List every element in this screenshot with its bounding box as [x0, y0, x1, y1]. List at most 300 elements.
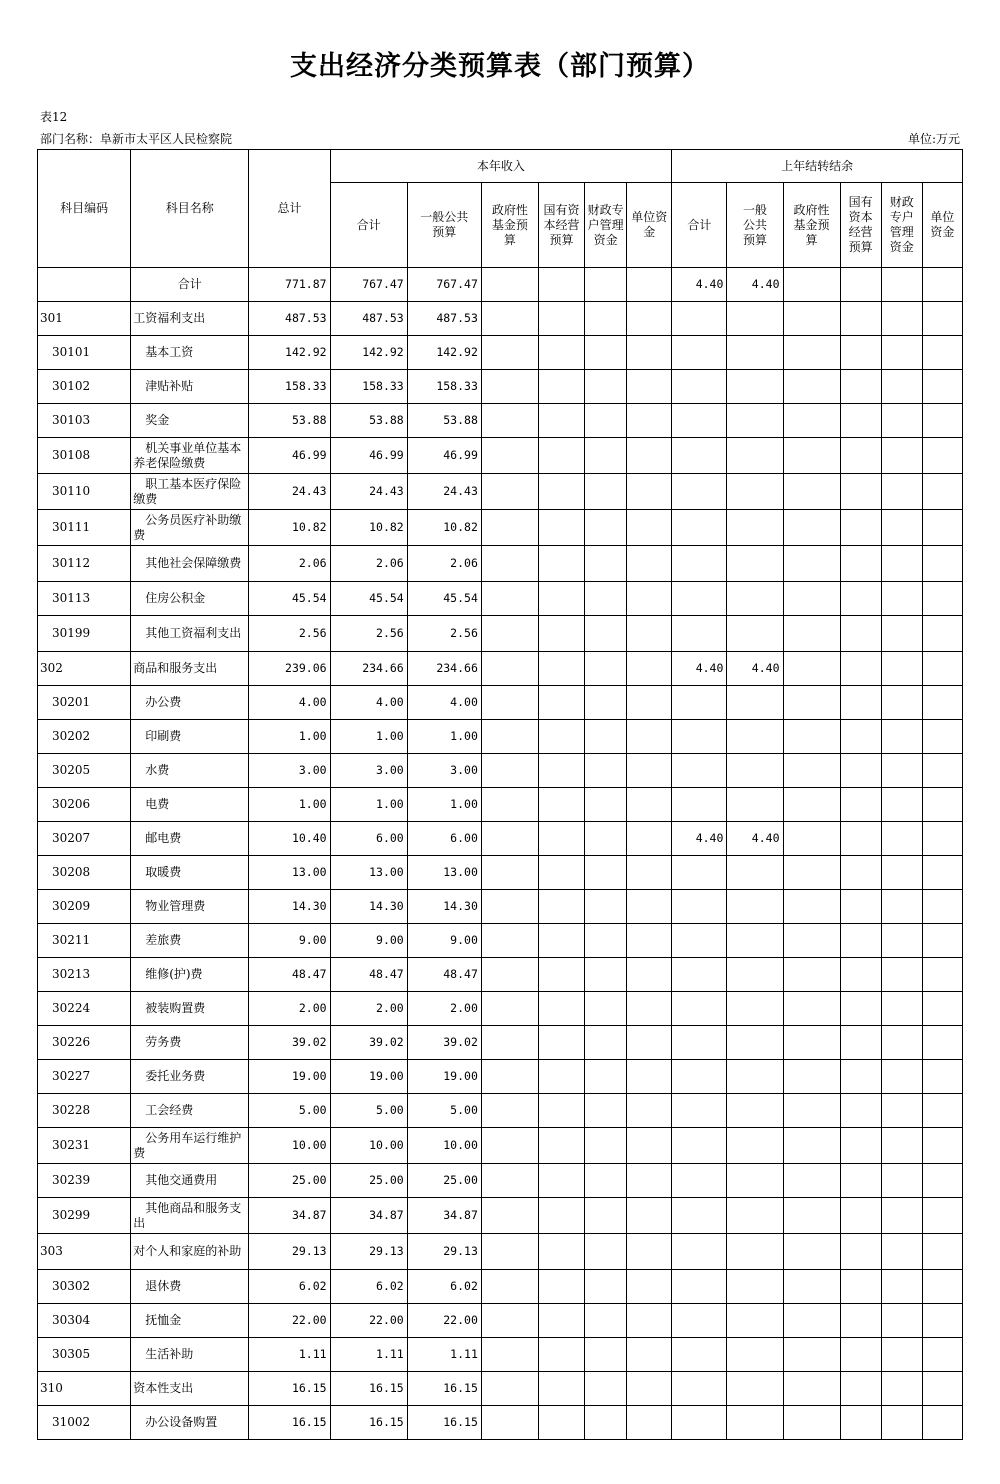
cell-prev-general	[727, 720, 783, 754]
cell-cur-sum: 142.92	[330, 336, 407, 370]
cell-total: 487.53	[249, 302, 330, 336]
cell-prev-fund	[783, 788, 840, 822]
cell-cur-general: 2.06	[407, 546, 481, 582]
cell-code: 31002	[38, 1406, 131, 1440]
cell-prev-fund	[783, 582, 840, 616]
cell-prev-sum	[672, 336, 727, 370]
cell-name: 工资福利支出	[131, 302, 249, 336]
table-row	[38, 336, 963, 370]
cell-prev-general	[727, 686, 783, 720]
cell-cur-unit	[627, 510, 672, 546]
cell-prev-special	[881, 404, 922, 438]
cell-cur-special	[585, 1338, 627, 1372]
cell-prev-fund	[783, 1128, 840, 1164]
cell-total: 25.00	[249, 1164, 330, 1198]
cell-prev-unit	[922, 1338, 962, 1372]
cell-cur-sum: 1.00	[330, 720, 407, 754]
department-name: 部门名称：阜新市太平区人民检察院	[40, 132, 233, 146]
cell-prev-state-capital	[840, 720, 881, 754]
cell-cur-fund	[481, 268, 538, 302]
cell-cur-special	[585, 370, 627, 404]
cell-code: 30304	[38, 1304, 131, 1338]
cell-code: 30226	[38, 1026, 131, 1060]
cell-prev-fund	[783, 958, 840, 992]
cell-prev-fund	[783, 1026, 840, 1060]
cell-cur-state-capital	[538, 1094, 584, 1128]
cell-cur-special	[585, 1304, 627, 1338]
cell-cur-special	[585, 754, 627, 788]
cell-prev-sum	[672, 616, 727, 652]
cell-prev-unit	[922, 1270, 962, 1304]
cell-code: 30227	[38, 1060, 131, 1094]
cell-cur-general: 34.87	[407, 1198, 481, 1234]
cell-cur-sum: 158.33	[330, 370, 407, 404]
cell-name: 工会经费	[131, 1094, 249, 1128]
cell-total: 3.00	[249, 754, 330, 788]
cell-prev-state-capital	[840, 404, 881, 438]
cell-total: 45.54	[249, 582, 330, 616]
cell-cur-unit	[627, 686, 672, 720]
budget-table	[37, 149, 963, 1440]
cell-cur-fund	[481, 958, 538, 992]
cell-cur-fund	[481, 992, 538, 1026]
cell-prev-sum	[672, 1164, 727, 1198]
cell-prev-unit	[922, 788, 962, 822]
table-row	[38, 958, 963, 992]
cell-prev-special	[881, 336, 922, 370]
cell-cur-unit	[627, 754, 672, 788]
cell-prev-state-capital	[840, 1026, 881, 1060]
cell-cur-special	[585, 890, 627, 924]
cell-cur-special	[585, 474, 627, 510]
cell-code: 30110	[38, 474, 131, 510]
cell-prev-unit	[922, 890, 962, 924]
cell-code: 30208	[38, 856, 131, 890]
cell-prev-unit	[922, 1198, 962, 1234]
cell-prev-fund	[783, 1304, 840, 1338]
cell-cur-general: 1.00	[407, 720, 481, 754]
cell-total: 16.15	[249, 1406, 330, 1440]
cell-cur-unit	[627, 1406, 672, 1440]
cell-name: 委托业务费	[131, 1060, 249, 1094]
table-row	[38, 1270, 963, 1304]
header-cur-special: 财政专户管理资金	[585, 183, 627, 268]
cell-code: 310	[38, 1372, 131, 1406]
cell-total: 10.82	[249, 510, 330, 546]
header-cur-state-capital: 国有资本经营预算	[538, 183, 584, 268]
cell-cur-state-capital	[538, 1372, 584, 1406]
cell-cur-general: 2.56	[407, 616, 481, 652]
cell-cur-unit	[627, 924, 672, 958]
cell-cur-special	[585, 720, 627, 754]
cell-cur-general: 1.00	[407, 788, 481, 822]
cell-prev-special	[881, 616, 922, 652]
cell-prev-unit	[922, 1164, 962, 1198]
cell-prev-sum	[672, 474, 727, 510]
cell-total: 771.87	[249, 268, 330, 302]
cell-cur-unit	[627, 1164, 672, 1198]
cell-cur-unit	[627, 1372, 672, 1406]
cell-total: 6.02	[249, 1270, 330, 1304]
cell-code: 30207	[38, 822, 131, 856]
cell-prev-general	[727, 1338, 783, 1372]
cell-cur-fund	[481, 754, 538, 788]
cell-total: 22.00	[249, 1304, 330, 1338]
cell-prev-sum	[672, 1026, 727, 1060]
cell-prev-fund	[783, 616, 840, 652]
cell-total: 2.00	[249, 992, 330, 1026]
cell-total: 24.43	[249, 474, 330, 510]
cell-total: 2.06	[249, 546, 330, 582]
cell-prev-sum: 4.40	[672, 822, 727, 856]
table-row	[38, 510, 963, 546]
cell-name: 基本工资	[131, 336, 249, 370]
cell-cur-special	[585, 268, 627, 302]
cell-prev-fund	[783, 268, 840, 302]
cell-cur-sum: 2.56	[330, 616, 407, 652]
cell-prev-unit	[922, 268, 962, 302]
cell-prev-state-capital	[840, 1198, 881, 1234]
cell-cur-special	[585, 992, 627, 1026]
table-row	[38, 1406, 963, 1440]
cell-cur-sum: 234.66	[330, 652, 407, 686]
cell-name: 其他社会保障缴费	[131, 546, 249, 582]
cell-prev-general	[727, 1094, 783, 1128]
cell-code: 30199	[38, 616, 131, 652]
cell-prev-special	[881, 924, 922, 958]
cell-prev-state-capital	[840, 268, 881, 302]
cell-prev-unit	[922, 1060, 962, 1094]
cell-cur-unit	[627, 268, 672, 302]
cell-code: 30102	[38, 370, 131, 404]
cell-cur-fund	[481, 546, 538, 582]
header-prev-sum: 合计	[672, 183, 727, 268]
cell-total: 46.99	[249, 438, 330, 474]
cell-cur-fund	[481, 788, 538, 822]
cell-name: 物业管理费	[131, 890, 249, 924]
cell-prev-general	[727, 336, 783, 370]
cell-cur-state-capital	[538, 510, 584, 546]
cell-prev-state-capital	[840, 582, 881, 616]
cell-code: 30213	[38, 958, 131, 992]
table-row	[38, 652, 963, 686]
cell-cur-general: 767.47	[407, 268, 481, 302]
cell-prev-unit	[922, 1094, 962, 1128]
cell-prev-unit	[922, 958, 962, 992]
cell-cur-unit	[627, 438, 672, 474]
cell-prev-general	[727, 1234, 783, 1270]
cell-prev-special	[881, 1198, 922, 1234]
cell-cur-general: 158.33	[407, 370, 481, 404]
cell-cur-unit	[627, 582, 672, 616]
cell-prev-unit	[922, 370, 962, 404]
cell-cur-special	[585, 336, 627, 370]
cell-cur-fund	[481, 1128, 538, 1164]
cell-cur-state-capital	[538, 1128, 584, 1164]
cell-total: 19.00	[249, 1060, 330, 1094]
header-cur-general: 一般公共预算	[407, 183, 481, 268]
cell-cur-unit	[627, 992, 672, 1026]
cell-cur-sum: 767.47	[330, 268, 407, 302]
cell-code: 30201	[38, 686, 131, 720]
cell-cur-sum: 34.87	[330, 1198, 407, 1234]
table-row	[38, 1372, 963, 1406]
cell-prev-unit	[922, 438, 962, 474]
cell-prev-special	[881, 1372, 922, 1406]
cell-cur-fund	[481, 404, 538, 438]
table-row	[38, 822, 963, 856]
cell-total: 53.88	[249, 404, 330, 438]
cell-code: 30224	[38, 992, 131, 1026]
cell-cur-fund	[481, 686, 538, 720]
cell-prev-special	[881, 546, 922, 582]
cell-total: 48.47	[249, 958, 330, 992]
cell-total: 10.40	[249, 822, 330, 856]
cell-total: 39.02	[249, 1026, 330, 1060]
cell-prev-general	[727, 474, 783, 510]
cell-cur-fund	[481, 1094, 538, 1128]
cell-prev-unit	[922, 302, 962, 336]
cell-code: 30206	[38, 788, 131, 822]
cell-prev-unit	[922, 856, 962, 890]
cell-prev-state-capital	[840, 958, 881, 992]
cell-cur-state-capital	[538, 720, 584, 754]
cell-prev-state-capital	[840, 546, 881, 582]
cell-prev-special	[881, 890, 922, 924]
cell-prev-fund	[783, 924, 840, 958]
cell-prev-fund	[783, 890, 840, 924]
cell-cur-fund	[481, 652, 538, 686]
cell-cur-general: 1.11	[407, 1338, 481, 1372]
table-row	[38, 1304, 963, 1338]
cell-cur-sum: 25.00	[330, 1164, 407, 1198]
cell-prev-unit	[922, 1128, 962, 1164]
cell-prev-special	[881, 856, 922, 890]
cell-cur-general: 10.82	[407, 510, 481, 546]
cell-prev-special	[881, 1304, 922, 1338]
cell-cur-fund	[481, 1060, 538, 1094]
cell-total: 14.30	[249, 890, 330, 924]
cell-cur-general: 14.30	[407, 890, 481, 924]
cell-prev-fund	[783, 302, 840, 336]
cell-cur-general: 16.15	[407, 1372, 481, 1406]
cell-cur-fund	[481, 1270, 538, 1304]
header-prev-unit: 单位资金	[922, 183, 962, 268]
cell-prev-state-capital	[840, 1406, 881, 1440]
cell-cur-special	[585, 438, 627, 474]
cell-name: 被装购置费	[131, 992, 249, 1026]
cell-cur-fund	[481, 474, 538, 510]
cell-name: 商品和服务支出	[131, 652, 249, 686]
cell-cur-sum: 10.00	[330, 1128, 407, 1164]
cell-name: 资本性支出	[131, 1372, 249, 1406]
cell-prev-sum	[672, 1372, 727, 1406]
cell-code: 30211	[38, 924, 131, 958]
cell-cur-unit	[627, 1234, 672, 1270]
cell-cur-unit	[627, 1128, 672, 1164]
cell-cur-sum: 46.99	[330, 438, 407, 474]
table-row	[38, 924, 963, 958]
table-row	[38, 890, 963, 924]
cell-prev-fund	[783, 474, 840, 510]
cell-code: 30305	[38, 1338, 131, 1372]
cell-prev-fund	[783, 404, 840, 438]
cell-name: 对个人和家庭的补助	[131, 1234, 249, 1270]
header-name: 科目名称	[131, 150, 249, 268]
cell-prev-fund	[783, 720, 840, 754]
cell-prev-sum	[672, 510, 727, 546]
cell-name: 劳务费	[131, 1026, 249, 1060]
cell-cur-sum: 16.15	[330, 1372, 407, 1406]
cell-cur-unit	[627, 652, 672, 686]
cell-total: 239.06	[249, 652, 330, 686]
cell-prev-state-capital	[840, 856, 881, 890]
table-row	[38, 1060, 963, 1094]
unit-label: 单位:万元	[907, 132, 960, 146]
cell-prev-fund	[783, 1094, 840, 1128]
cell-prev-sum	[672, 992, 727, 1026]
cell-prev-fund	[783, 1338, 840, 1372]
cell-prev-special	[881, 1026, 922, 1060]
cell-cur-sum: 9.00	[330, 924, 407, 958]
cell-cur-special	[585, 616, 627, 652]
cell-cur-fund	[481, 720, 538, 754]
cell-prev-special	[881, 652, 922, 686]
cell-cur-state-capital	[538, 370, 584, 404]
cell-prev-unit	[922, 336, 962, 370]
cell-cur-sum: 2.00	[330, 992, 407, 1026]
cell-cur-fund	[481, 336, 538, 370]
table-row	[38, 754, 963, 788]
cell-prev-sum	[672, 302, 727, 336]
cell-cur-special	[585, 404, 627, 438]
cell-prev-unit	[922, 924, 962, 958]
cell-prev-special	[881, 1164, 922, 1198]
table-row	[38, 268, 963, 302]
cell-prev-fund	[783, 546, 840, 582]
cell-cur-special	[585, 1026, 627, 1060]
cell-cur-state-capital	[538, 890, 584, 924]
cell-total: 158.33	[249, 370, 330, 404]
cell-cur-general: 9.00	[407, 924, 481, 958]
cell-prev-state-capital	[840, 652, 881, 686]
cell-cur-unit	[627, 1338, 672, 1372]
cell-prev-sum	[672, 1060, 727, 1094]
cell-prev-special	[881, 1270, 922, 1304]
cell-cur-state-capital	[538, 1338, 584, 1372]
cell-cur-state-capital	[538, 1406, 584, 1440]
header-total: 总计	[249, 150, 330, 268]
cell-cur-state-capital	[538, 754, 584, 788]
cell-name: 邮电费	[131, 822, 249, 856]
cell-code: 30101	[38, 336, 131, 370]
cell-prev-unit	[922, 992, 962, 1026]
header-prev-special: 财政专户管理资金	[881, 183, 922, 268]
cell-cur-special	[585, 582, 627, 616]
cell-cur-unit	[627, 370, 672, 404]
cell-prev-unit	[922, 616, 962, 652]
cell-prev-state-capital	[840, 992, 881, 1026]
cell-cur-fund	[481, 1164, 538, 1198]
cell-cur-unit	[627, 1094, 672, 1128]
cell-cur-sum: 13.00	[330, 856, 407, 890]
header-code: 科目编码	[38, 150, 131, 268]
cell-prev-special	[881, 992, 922, 1026]
cell-prev-sum	[672, 1270, 727, 1304]
cell-cur-state-capital	[538, 336, 584, 370]
cell-name: 办公设备购置	[131, 1406, 249, 1440]
cell-prev-general	[727, 1128, 783, 1164]
cell-prev-sum	[672, 1094, 727, 1128]
cell-prev-general	[727, 1026, 783, 1060]
cell-cur-special	[585, 652, 627, 686]
cell-cur-unit	[627, 336, 672, 370]
cell-prev-sum	[672, 788, 727, 822]
cell-total: 9.00	[249, 924, 330, 958]
cell-prev-sum	[672, 582, 727, 616]
header-prior-year: 上年结转结余	[672, 150, 963, 183]
cell-prev-general	[727, 582, 783, 616]
table-row	[38, 1026, 963, 1060]
cell-prev-general	[727, 924, 783, 958]
cell-cur-fund	[481, 1304, 538, 1338]
cell-cur-state-capital	[538, 856, 584, 890]
cell-name: 其他商品和服务支出	[131, 1198, 249, 1234]
cell-name: 津贴补贴	[131, 370, 249, 404]
cell-name: 职工基本医疗保险缴费	[131, 474, 249, 510]
cell-cur-general: 39.02	[407, 1026, 481, 1060]
cell-cur-sum: 48.47	[330, 958, 407, 992]
cell-cur-general: 6.00	[407, 822, 481, 856]
cell-prev-unit	[922, 1234, 962, 1270]
cell-prev-general	[727, 302, 783, 336]
cell-name: 水费	[131, 754, 249, 788]
cell-prev-general	[727, 856, 783, 890]
cell-name: 生活补助	[131, 1338, 249, 1372]
cell-prev-general	[727, 890, 783, 924]
cell-cur-sum: 3.00	[330, 754, 407, 788]
cell-prev-fund	[783, 438, 840, 474]
cell-name: 印刷费	[131, 720, 249, 754]
cell-prev-special	[881, 582, 922, 616]
table-row	[38, 1164, 963, 1198]
cell-prev-state-capital	[840, 1094, 881, 1128]
cell-prev-unit	[922, 1026, 962, 1060]
cell-cur-unit	[627, 546, 672, 582]
cell-prev-state-capital	[840, 822, 881, 856]
cell-name: 取暖费	[131, 856, 249, 890]
cell-cur-general: 16.15	[407, 1406, 481, 1440]
cell-prev-sum	[672, 1198, 727, 1234]
cell-prev-state-capital	[840, 302, 881, 336]
cell-prev-general	[727, 546, 783, 582]
cell-prev-unit	[922, 822, 962, 856]
table-row	[38, 1128, 963, 1164]
cell-cur-unit	[627, 856, 672, 890]
cell-cur-sum: 29.13	[330, 1234, 407, 1270]
cell-cur-sum: 24.43	[330, 474, 407, 510]
cell-cur-fund	[481, 856, 538, 890]
cell-total: 142.92	[249, 336, 330, 370]
cell-cur-state-capital	[538, 958, 584, 992]
cell-cur-unit	[627, 822, 672, 856]
table-row	[38, 546, 963, 582]
cell-prev-sum	[672, 1338, 727, 1372]
cell-cur-special	[585, 1406, 627, 1440]
cell-cur-general: 46.99	[407, 438, 481, 474]
cell-prev-state-capital	[840, 1164, 881, 1198]
cell-code: 30202	[38, 720, 131, 754]
